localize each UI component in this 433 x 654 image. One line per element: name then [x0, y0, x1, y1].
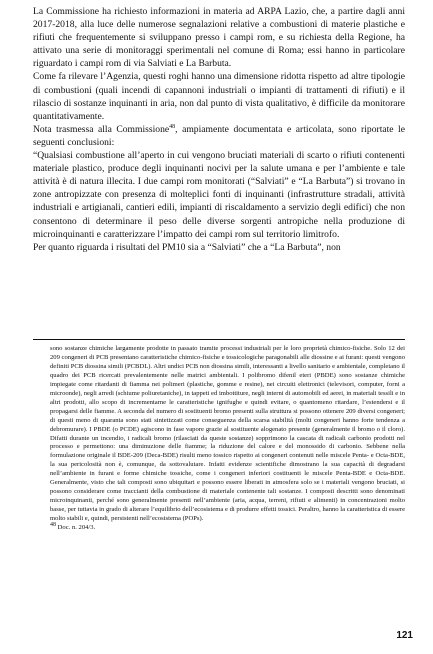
paragraph-text: Nota trasmessa alla Commissione [33, 123, 170, 135]
paragraph-text: , ampiamente documentata e articolata, sono riportate le seguenti conclusioni: [33, 123, 405, 148]
footnote-continuation: sono sostanze chimiche largamente prodotte in passato tramite processi industriali per le loro proprietà chimico-fisiche. Solo 12 dei 209 congeneri di PCB presentano caratteristiche chimico-fisiche e tossicologiche paragonabili alle diossine e ai furani: questi vengono definiti PCB diossina simili (PCBDL). Altri undici PCB non diossina simili, interessanti a livello sanitario e ambientale, completano il quadro dei PCB ricercati prevalentemente nelle matrici ambientali. I polibromo difenil eteri (PBDE) sono sostanze chimiche impiegate come ritardanti di fiamma nei polimeri (plastiche, gomme e resine), nei circuiti elettronici (televisori, computer, forni a microonde), negli arredi (schiume poliuretaniche), in tappeti ed imbottiture, negli interni di automobili ed aerei, in materiali tessili e in altri prodotti, allo scopo di incrementarne le caratteristiche ignifughe e quindi evitare, o quantomeno ritardare, l’estendersi e il propagarsi delle fiamme. A seconda del numero di sostituenti bromo presenti sulla struttura si possono ottenere 209 diversi congeneri; di questi meno di quaranta sono stati sintetizzati come conseguenza della scarsa stabilità (molti congeneri hanno forte tendenza a debromurare). I PBDE (o PCDE) agiscono in fase vapore grazie al sostituente alogenato presente (generalmente il bromo o il cloro). Difatti durante un incendio, i radicali bromo (rilasciati da queste sostanze) sopprimono la cascata di radicali carbonio prodotti nel processo e permettono: una diminuzione delle fiamme; la riduzione del calore e del monossido di carbonio. Sebbene nella formulazione originale il BDE-209 (Deca-BDE) risulti meno tossico rispetto ai congeneri contenuti nelle miscele Penta- e Octa-BDE, la sua pericolosità non è, comunque, da sottovalutare. Infatti evidenze scientifiche dimostrano la sua capacità di degradarsi nell’ambiente in furani e forme chimiche tossiche, come i congeneri inferiori costituenti le miscele Penta-BDE e Octa-BDE. Generalmente, visto che tali composti sono ubiquitari e possono essere liberati in atmosfera solo se i materiali vengono bruciati, si possono considerare come traccianti della combustione di materiale contenente tali sostanze. I composti descritti sono denominati microinquinanti, perché sono generalmente presenti nell’ambiente (aria, acqua, terreni, rifiuti e alimenti) in concentrazioni molto basse, per tuttavia in grado di alterare l’equilibrio dell’ecosistema e di produrre effetti tossici. Peraltro, hanno la caratteristica di essere molto stabili e, quindi, persistenti nell’ecosistema (POPs). [50, 345, 405, 523]
paragraph [33, 123, 405, 149]
quoted-paragraph: “Qualsiasi combustione all’aperto in cui vengono bruciati materiali di scarto o rifiuti contenenti materiale plastico, produce degli inquinanti nocivi per la salute umana e per l’ambiente e tale attività è di natura illecita. I due campi rom monitorati (“Salviati” e “La Barbuta”) si trovano in zone antropizzate con presenza di molteplici fonti di inquinanti (infrastrutture stradali, attività industriali e artigianali, cantieri edili, impianti di riscaldamento a servizio degli edifici) che non consentono di determinare il peso delle diverse sorgenti antropiche nella produzione di microinquinanti e caratterizzare l’impatto dei campi rom sul territorio limitrofo. [33, 150, 405, 240]
paragraph: Come fa rilevare l’Agenzia, questi roghi hanno una dimensione ridotta rispetto ad altre tipologie di combustioni (quali incendi di capannoni industriali o impianti di trattamenti di rifiuti) e il rilascio di sostanze inquinanti in aria, non dal punto di vista qualitativo, è difficile da monitorare quantitativamente. [33, 71, 405, 122]
footnote-48 [50, 521, 405, 533]
footnotes [50, 345, 405, 533]
footnote-number: 48 [50, 521, 56, 528]
paragraph: La Commissione ha richiesto informazioni in materia ad ARPA Lazio, che, a partire dagli anni 2017-2018, alla luce delle numerose segnalazioni relative a combustioni di materie plastiche e rifiuti che frequentemente si sviluppano presso i campi rom, e su richiesta della Regione, ha attivato una serie di monitoraggi sperimentali nel comune di Roma; essi hanno in particolare riguardato i campi rom di via Salviati e La Barbuta. [33, 6, 405, 70]
page-number: 121 [396, 630, 413, 641]
footnote-divider [33, 339, 405, 340]
paragraph: Per quanto riguarda i risultati del PM10 sia a “Salviati” che a “La Barbuta”, non [33, 241, 341, 253]
footnote-text: Doc. n. 204/3. [57, 524, 96, 532]
footnote-reference[interactable]: 48 [169, 123, 176, 130]
body-text [33, 5, 405, 254]
